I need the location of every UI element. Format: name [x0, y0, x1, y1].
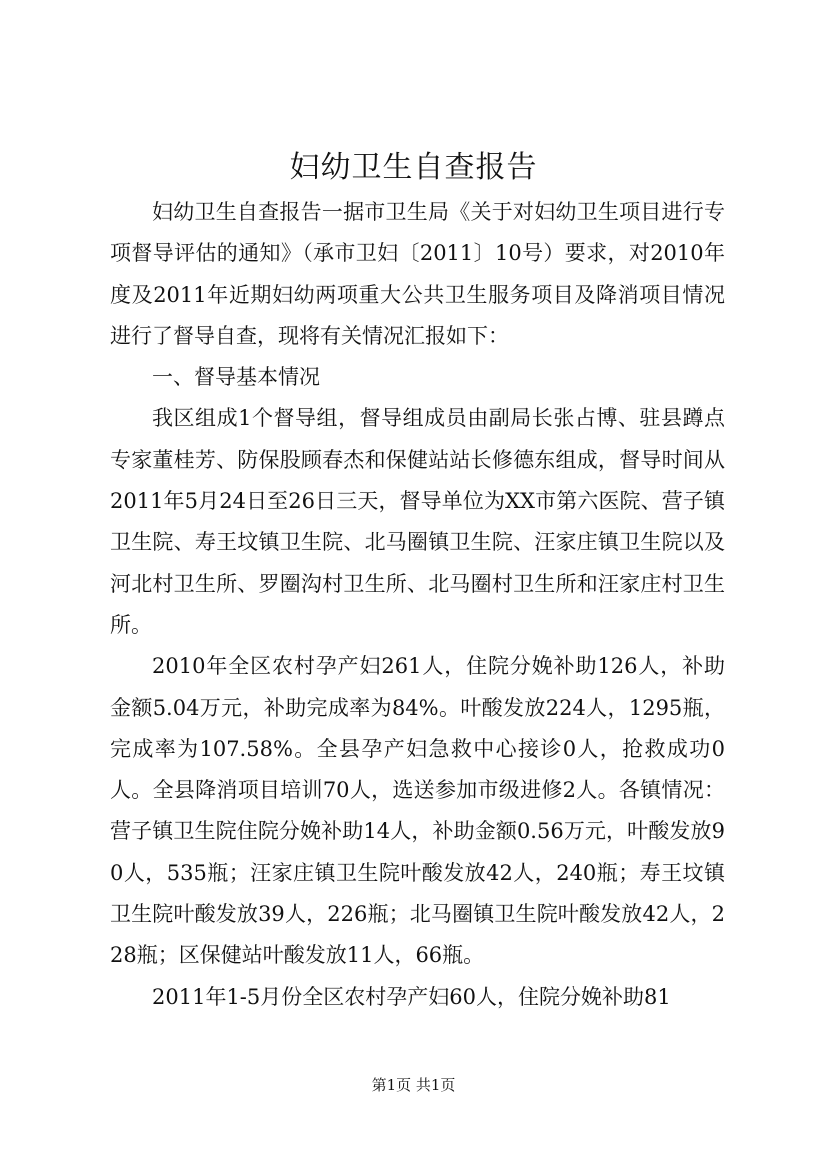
- document-body: [110, 192, 725, 1018]
- section-heading-1: 一、督导基本情况: [152, 365, 320, 390]
- paragraph-supervision-team: 我区组成1个督导组，督导组成员由副局长张占博、驻县蹲点专家董桂芳、防保股顾春杰和保健站站长修德东组成，督导时间从2011年5月24日至26日三天，督导单位为XX市第六医院、营子镇卫生院、寿王坟镇卫生院、北马圈镇卫生院、汪家庄镇卫生院以及河北村卫生所、罗圈沟村卫生所、北马圈村卫生所和汪家庄村卫生所。: [110, 406, 725, 637]
- paragraph-2011-statistics: 2011年1-5月份全区农村孕产妇60人，住院分娩补助81: [152, 984, 671, 1009]
- page-number-footer: 第1页 共1页: [371, 1076, 456, 1094]
- paragraph-intro: 妇幼卫生自查报告一据市卫生局《关于对妇幼卫生项目进行专项督导评估的通知》（承市卫妇〔2011〕10号）要求，对2010年度及2011年近期妇幼两项重大公共卫生服务项目及降消项目情况进行了督导自查，现将有关情况汇报如下：: [110, 200, 725, 348]
- document-title: 妇幼卫生自查报告: [289, 150, 538, 185]
- paragraph-2010-statistics: 2010年全区农村孕产妇261人，住院分娩补助126人，补助金额5.04万元，补助完成率为84%。叶酸发放224人，1295瓶，完成率为107.58%。全县孕产妇急救中心接诊0人，抢救成功0人。全县降消项目培训70人，选送参加市级进修2人。各镇情况：营子镇卫生院住院分娩补助14人，补助金额0.56万元，叶酸发放90人，535瓶；汪家庄镇卫生院叶酸发放42人，240瓶；寿王坟镇卫生院叶酸发放39人，226瓶；北马圈镇卫生院叶酸发放42人，228瓶；区保健站叶酸发放11人，66瓶。: [110, 654, 725, 968]
